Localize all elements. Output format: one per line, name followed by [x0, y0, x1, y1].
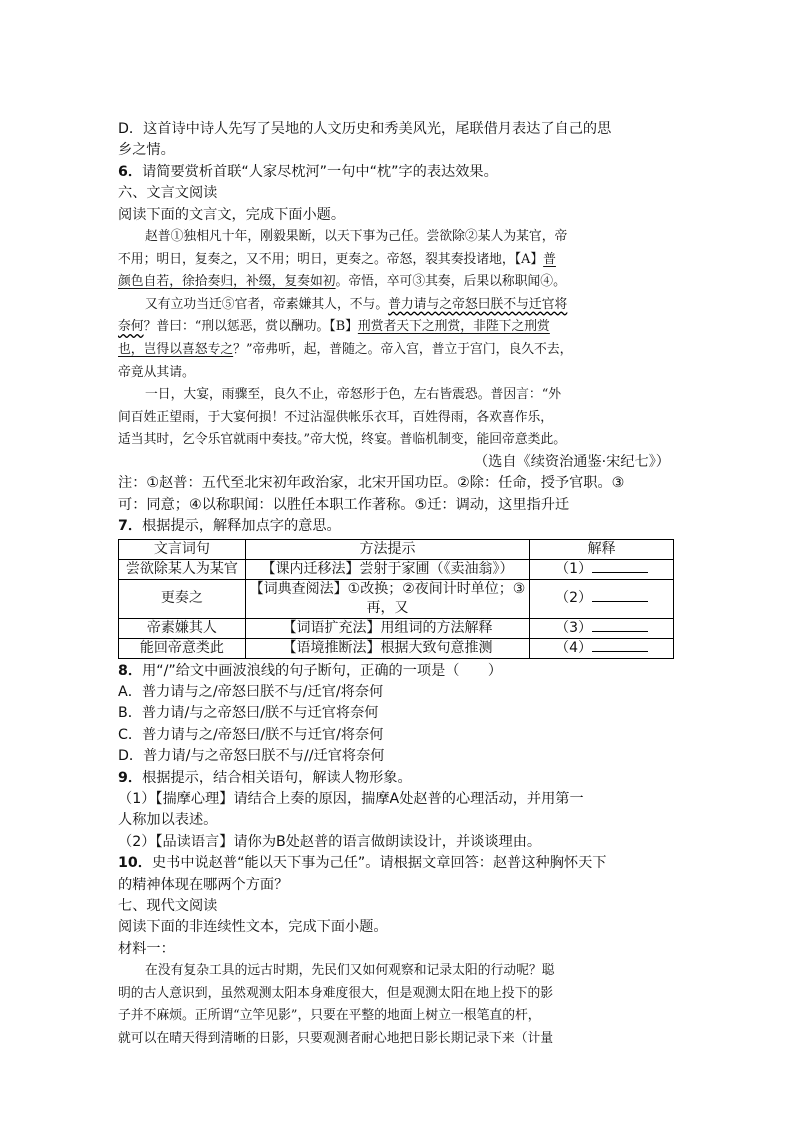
phrase-cell: 能回帝意类此 — [119, 638, 246, 658]
answer-label: （2） — [555, 590, 593, 607]
passage-text: 。帝悟，卒可③其奏，后果以称职闻④。 — [335, 274, 566, 290]
passage-p2-line1 — [118, 294, 678, 317]
wavy-underlined-text: 普力请与之帝怒曰朕不与迁官将 — [388, 296, 568, 312]
answer-cell — [530, 618, 674, 638]
question-number: 10． — [118, 855, 152, 872]
phrase-cell: 更奏之 — [119, 579, 246, 618]
table-header: 文言词句 — [119, 539, 246, 559]
question-9-sub2 — [118, 832, 678, 853]
material-line1: 在没有复杂工具的远古时期，先民们又如何观察和记录太阳的行动呢？聪 — [145, 963, 555, 979]
question-number: 7． — [118, 518, 143, 535]
sub-text: 请你为B处赵普的语言做朗读设计，并谈谈理由。 — [233, 833, 542, 850]
passage-text: 不用；明日，复奏之，又不用；明日，更奏之。帝怒，裂其奏投诸地，【A】 — [118, 251, 544, 267]
passage-p3-line2: 间百姓正望雨，于大宴何损！不过沾湿供帐乐衣耳，百姓得雨，各欢喜作乐， — [118, 409, 554, 425]
answer-blank[interactable] — [592, 619, 648, 632]
question-text: 用“/”给文中画波浪线的句子断句，正确的一项是（ ） — [142, 662, 503, 679]
material-1-label: 材料一： — [118, 940, 175, 957]
passage-text: ？普曰：“刑以惩恶，赏以酬功。【B】 — [143, 319, 358, 335]
table-row — [119, 638, 674, 658]
passage-p1-line3 — [118, 271, 678, 294]
method-hint: 尝射于家圃（《卖油翁》） — [359, 560, 514, 577]
question-9-sub1-line2: 人称加以表述。 — [118, 812, 218, 829]
material-line4: 就可以在晴天得到清晰的日影，只要观测者耐心地把日影长期记录下来（计量 — [118, 1031, 554, 1047]
table-row — [119, 579, 674, 618]
hint-cell — [245, 559, 529, 579]
answer-cell — [530, 638, 674, 658]
passage-p3-line1: 一日，大宴，雨骤至，良久不止，帝怒形于色，左右皆震恐。普因言：“外 — [145, 387, 562, 403]
table-row — [119, 559, 674, 579]
answer-label: （3） — [555, 619, 593, 636]
passage-text: 又有立功当迁⑤官者，帝素嫌其人，不与。 — [145, 296, 389, 312]
answer-blank[interactable] — [592, 639, 648, 652]
underlined-text: 颜色自若，徐拾奏归，补缀，复奏如初 — [118, 274, 336, 290]
table-header: 解释 — [530, 539, 674, 559]
question-number: 8． — [118, 662, 143, 679]
method-hint: 根据大致句意推测 — [380, 639, 493, 656]
passage-p1-line1: 赵普①独相凡十年，刚毅果断，以天下事为己任。尝欲除②某人为某官，帝 — [145, 229, 568, 245]
question-text: 史书中说赵普“能以天下事为己任”。请根据文章回答：赵普这种胸怀天下 — [151, 855, 607, 872]
phrase-cell: 帝素嫌其人 — [119, 618, 246, 638]
table-row — [119, 618, 674, 638]
method-hint: 用组词的方法解释 — [380, 619, 493, 636]
answer-label: （1） — [555, 560, 593, 577]
wavy-underlined-text: 奈何 — [118, 319, 144, 335]
sub-label: （2） — [118, 833, 156, 850]
material-line2: 明的古人意识到，虽然观测太阳本身难度很大，但是观测太阳在地上投下的影 — [118, 985, 554, 1001]
section-7-title: 七、现代文阅读 — [118, 898, 218, 915]
passage-p2-line2 — [118, 316, 678, 339]
question-10-line1 — [118, 853, 678, 874]
document-page — [118, 119, 678, 1051]
phrase-cell: 尝欲除某人为某官 — [119, 559, 246, 579]
answer-blank[interactable] — [592, 589, 648, 602]
notes-line2: 可：同意；④以称职闻：以胜任本职工作著称。⑤迁：调动，这里指升迁 — [118, 496, 570, 513]
classical-passage — [118, 226, 678, 473]
hint-cell — [245, 638, 529, 658]
method-tag: 【课内迁移法】 — [261, 560, 360, 577]
option-c[interactable]: C．普力请与之/帝怒曰/朕不与迁官/将奈何 — [118, 726, 384, 743]
question-9 — [118, 768, 678, 789]
material-line3: 子并不麻烦。正所谓“立竿见影”，只要在平整的地面上树立一根笔直的杆， — [118, 1008, 541, 1024]
underlined-text: 普 — [543, 251, 556, 267]
question-text: 请简要赏析首联“人家尽枕河”一句中“枕”字的表达效果。 — [142, 163, 498, 180]
table-header-row — [119, 539, 674, 559]
sub-tag: 【揣摩心理】 — [155, 791, 234, 808]
method-tag: 【词典查阅法】 — [249, 580, 348, 597]
question-number: 6． — [118, 163, 143, 180]
question-text: 根据提示，结合相关语句，解读人物形象。 — [142, 769, 412, 786]
passage-p2-line3 — [118, 339, 678, 362]
table-header: 方法提示 — [245, 539, 529, 559]
option-b[interactable]: B．普力请/与之帝怒曰/朕不与迁官将奈何 — [118, 705, 379, 722]
section-6-instruction: 阅读下面的文言文，完成下面小题。 — [118, 206, 346, 223]
question-7 — [118, 516, 678, 537]
answer-blank[interactable] — [592, 560, 648, 573]
question-number: 9． — [118, 769, 143, 786]
question-6 — [118, 162, 678, 183]
option-d-line2: 乡之情。 — [118, 142, 175, 159]
hint-cell — [245, 579, 529, 618]
question-9-sub1-line1 — [118, 789, 678, 810]
section-7-instruction: 阅读下面的非连续性文本，完成下面小题。 — [118, 919, 388, 936]
answer-label: （4） — [555, 639, 593, 656]
method-hint: ①改换；②夜间计时单位；③再，又 — [347, 580, 526, 616]
notes-line1: 注：①赵普：五代至北宋初年政治家，北宋开国功臣。②除：任命，授予官职。③ — [118, 475, 625, 492]
option-d[interactable]: D．普力请/与之帝怒曰朕不与//迁官将奈何 — [118, 748, 385, 765]
underlined-text: 也，岂得以喜怒专之 — [118, 342, 234, 357]
passage-source: （选自《续资治通鉴·宋纪七》） — [473, 453, 670, 470]
passage-p3-line3: 适当其时，乞令乐官就雨中奏技。”帝大悦，终宴。普临机制变，能回帝意类此。 — [118, 432, 567, 448]
method-tag: 【语境推断法】 — [282, 639, 381, 656]
method-tag: 【词语扩充法】 — [282, 619, 381, 636]
answer-cell — [530, 579, 674, 618]
option-a[interactable]: A．普力请与之/帝怒曰朕不与/迁官/将奈何 — [118, 684, 384, 700]
passage-p1-line2 — [118, 249, 678, 272]
question-text: 根据提示，解释加点字的意思。 — [142, 518, 341, 535]
sub-tag: 【品读语言】 — [155, 833, 234, 850]
answer-cell — [530, 559, 674, 579]
question-8 — [118, 661, 678, 682]
question-10-line2: 的精神体现在哪两个方面？ — [118, 876, 289, 893]
hint-cell — [245, 618, 529, 638]
passage-text: ？”帝弗听，起，普随之。帝入宫，普立于宫门，良久不去， — [233, 342, 573, 357]
passage-p2-line4: 帝竟从其请。 — [118, 364, 195, 380]
method-table — [118, 539, 674, 659]
sub-text: 请结合上奏的原因，揣摩A处赵普的心理活动，并用第一 — [233, 791, 584, 808]
sub-label: （1） — [118, 791, 156, 808]
option-d-line1: D．这首诗中诗人先写了吴地的人文历史和秀美风光，尾联借月表达了自己的思 — [118, 121, 612, 137]
section-6-title: 六、文言文阅读 — [118, 185, 218, 202]
underlined-text: 刑赏者天下之刑赏，非陛下之刑赏 — [357, 319, 550, 335]
